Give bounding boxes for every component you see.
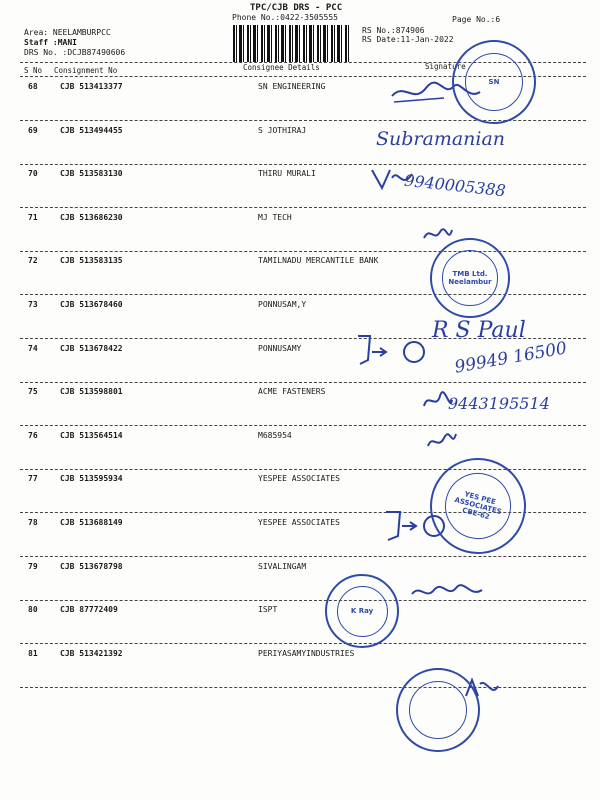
row-divider [20,600,586,601]
rs-date: RS Date:11-Jan-2022 [362,35,454,44]
row-consignment: CJB 513678460 [60,300,123,309]
row-consignee: M685954 [258,431,292,440]
drs-number: DRS No. :DCJB87490606 [24,48,126,57]
row-consignment: CJB 513413377 [60,82,123,91]
name-74: R S Paul [432,318,526,343]
row-consignee: ISPT [258,605,278,614]
col-signature: Signature [425,62,466,71]
row-divider [20,207,586,208]
col-consignment: Consignment No [54,66,118,75]
row-sno: 72 [28,256,38,265]
rs-number: RS No.:874906 [362,26,425,35]
row-sno: 69 [28,126,38,135]
row-consignee: PONNUSAM,Y [258,300,307,309]
row-consignment: CJB 513494455 [60,126,123,135]
phone-number: Phone No.:0422-3505555 [232,13,338,22]
phone-74: 99949 16500 [453,338,569,378]
row-divider [20,164,586,165]
row-divider [20,556,586,557]
row-consignment: CJB 513421392 [60,649,123,658]
row-sno: 68 [28,82,38,91]
barcode [233,25,351,62]
signature-76 [424,428,460,454]
row-consignment: CJB 513688149 [60,518,123,527]
row-consignment: CJB 513564514 [60,431,123,440]
row-sno: 71 [28,213,38,222]
phone-70: 9940005388 [403,170,507,201]
row-consignment: CJB 87772409 [60,605,118,614]
row-consignee: YESPEE ASSOCIATES [258,518,340,527]
row-divider [20,382,586,383]
row-consignment: CJB 513678422 [60,344,123,353]
col-consignee: Consignee Details [243,63,320,72]
stamp-ispt: K Ray [325,574,399,648]
row-sno: 74 [28,344,38,353]
row-consignee: TAMILNADU MERCANTILE BANK [258,256,379,265]
signature-69: Subramanian [376,128,506,150]
row-consignment: CJB 513678798 [60,562,123,571]
row-sno: 75 [28,387,38,396]
row-sno: 70 [28,169,38,178]
signature-79 [408,580,488,602]
row-consignment: CJB 513583130 [60,169,123,178]
row-consignee: PERIYASAMYINDUSTRIES [258,649,355,658]
row-consignee: SIVALINGAM [258,562,307,571]
row-sno: 77 [28,474,38,483]
row-consignee: SN ENGINEERING [258,82,326,91]
row-sno: 78 [28,518,38,527]
stamp-sn-engineering: SN [452,40,536,124]
row-consignment: CJB 513686230 [60,213,123,222]
row-sno: 73 [28,300,38,309]
row-divider [20,643,586,644]
row-consignee: THIRU MURALI [258,169,316,178]
row-consignee: S JOTHIRAJ [258,126,307,135]
stamp-tmb: TMB Ltd. Neelambur [430,238,510,318]
phone-75: 9443195514 [448,394,550,413]
row-consignee: MJ TECH [258,213,292,222]
row-consignment: CJB 513583135 [60,256,123,265]
row-consignee: YESPEE ASSOCIATES [258,474,340,483]
row-sno: 76 [28,431,38,440]
row-consignee: ACME FASTENERS [258,387,326,396]
row-sno: 79 [28,562,38,571]
staff: Staff :MANI [24,38,77,47]
area: Area: NEELAMBURPCC [24,28,111,37]
row-consignment: CJB 513595934 [60,474,123,483]
row-consignee: PONNUSAMY [258,344,302,353]
document-title: TPC/CJB DRS - PCC [250,3,343,13]
stamp-periyasamy [396,668,480,752]
row-sno: 81 [28,649,38,658]
row-sno: 80 [28,605,38,614]
signature-74-arrow [352,330,432,370]
page-number: Page No.:6 [452,15,501,24]
row-divider [20,425,586,426]
row-consignment: CJB 513598801 [60,387,123,396]
col-sno: S No [24,66,43,75]
stamp-yespee: YES PEE ASSOCIATES CBE-62 [419,447,537,565]
